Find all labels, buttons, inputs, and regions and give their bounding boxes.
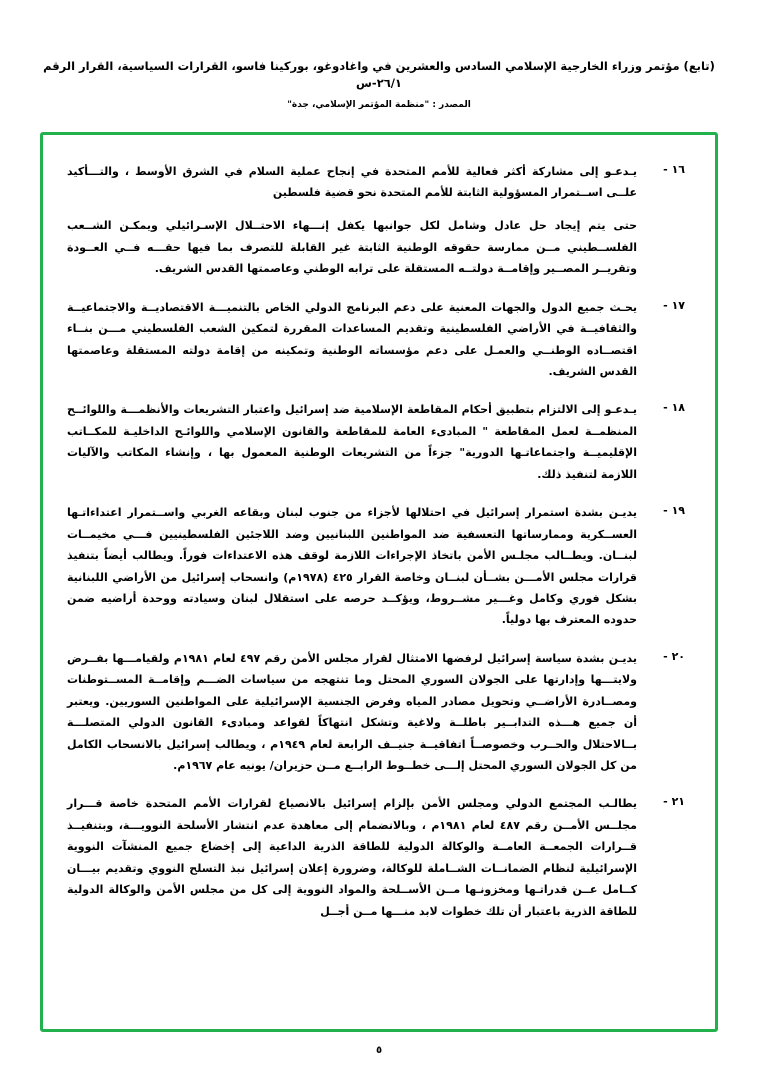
clause-paragraph: حتى يتم إيجاد حل عادل وشامل لكل جوانبها يكفل إنـــهاء الاحتــلال الإسـرائيلي ويمكـن الشــعب الفلســطيني مــن ممارسة حقوقه الوطنية الثابتة غير القابلة للتصرف بما فيها حقـــه فــي العــودة وتقريــر المصــير وإقامــة دولتــه المستقلة على ترابه الوطني وعاصمتها القدس الشريف.: [67, 219, 637, 276]
clause-item: [67, 399, 685, 485]
clause-paragraph: يديـن بشدة استمرار إسرائيل في احتلالها لأجزاء من جنوب لبنان وبقاعه الغربي واســتمرار اعتداءاتـها العســكرية وممارساتها التعسفية ضد المواطنين اللبنانيين وضد اللاجئين الفلسطينيين فـــي مخيمــات لبنــان. ويطــالب مجلـس الأمن باتخاذ الإجراءات اللازمة لوقف هذه الاعتداءات فوراً. ويطالب أيضاً بتنفيذ قرارات مجلس الأمـــن بشــأن لبنــان وخاصة القرار ٤٢٥ (١٩٧٨م) وانسحاب إسرائيل من الأراضي اللبنانية بشكل فوري وكامل وغـــير مشــروط، ويؤكــد حرصه على استقلال لبنان وسيادته ووحدة أراضيه ضمن حدوده المعترف بها دولياً.: [67, 506, 638, 627]
clause-number: ١٦ -: [663, 162, 685, 176]
clause-item: [67, 161, 685, 280]
clause-paragraph: يحـث جميع الدول والجهات المعنية على دعم البرنامج الدولي الخاص بالتنميـــة الاقتصاديــة والاجتماعيــة والثقافيــة في الأراضي الفلسطينية وتقديم المساعدات المقررة لتمكين الشعب الفلسطيني مـــن بنــاء اقتصــاده الوطنــي والعمـل على دعم مؤسساته الوطنية وتمكينه من إقامة دولته المستقلة وعاصمتها القدس الشريف.: [67, 300, 637, 378]
clause-paragraph: يديـن بشدة سياسة إسرائيل لرفضها الامتثال لقرار مجلس الأمن رقم ٤٩٧ لعام ١٩٨١م ولقيامـــها بفــرض ولايتـــها وإدارتها على الجولان السوري المحتل وما تنتهجه من سياسات الضـــم وإقامــة المســتوطنات ومصــادرة الأراضــي وتحويل مصادر المياه وفرض الجنسية الإسرائيلية على المواطنين السوريين. ويعتبر أن جميع هـــذه التدابــير باطلــة ولاغية وتشكل انتهاكاً لقواعد ومبادىء القانون الدولي المتصلـــة بــالاحتلال والحــرب وخصوصــاً اتفاقيــة جنيــف الرابعة لعام ١٩٤٩م ، ويطالب إسرائيل بالانسحاب الكامل من كل الجولان السوري المحتل إلـــى خطــوط الرابــع مــن حزيران/ يونيه عام ١٩٦٧م.: [67, 651, 637, 772]
clause-paragraph: يـدعـو إلى الالتزام بتطبيق أحكام المقاطعة الإسلامية ضد إسرائيل واعتبار التشريعات والأنظمـــة واللوائــح المنظمــة لعمل المقاطعة " المبادىء العامة للمقاطعة والقانون الإسلامي واللوائـح الداخليـة للمكــاتب الإقليميــة واجتماعاتـها الدورية" جزءاً من التشريعات الوطنية المعمول بها ، وإنشاء المكاتب والآليات اللازمة لتنفيذ ذلك.: [67, 403, 637, 481]
clause-number: ٢٠ -: [663, 649, 685, 663]
clause-body: [67, 297, 637, 383]
clause-paragraph: يـدعـو إلى مشاركة أكثر فعالية للأمم المتحدة في إنجاح عملية السلام في الشرق الأوسط ، والتـــأكيد علــى اســتمرار المسؤولية الثابتة للأمم المتحدة نحو قضية فلسطين: [67, 164, 637, 199]
clause-body: [67, 399, 637, 485]
clause-body: [67, 161, 637, 280]
clause-item: [67, 648, 685, 777]
clause-number: ٢١ -: [663, 795, 685, 809]
page-number: ٥: [375, 1045, 383, 1056]
clause-paragraph: يطالـب المجتمع الدولي ومجلس الأمن بإلزام إسرائيل بالانصياع لقرارات الأمم المتحدة خاصة قـــرار مجلــس الأمــن رقم ٤٨٧ لعام ١٩٨١م ، وبالانضمام إلى معاهدة عدم انتشار الأسلحة النوويـــة، وبتنفيــذ قــرارات الجمعــة العامــة والوكالة الدولية للطاقة الذرية الداعية إلى إخضاع جميع المنشآت النووية الإسرائيلية لنظام الضمانــات الشــاملة للوكالة، وضرورة إعلان إسرائيل نبذ التسلح النووي وتقديم بيـــان كــامل عــن قدراتـها ومخزونـها مــن الأســلحة والمواد النووية إلى كل من مجلس الأمن والوكالة الدولية للطاقة الذرية باعتبار أن تلك خطوات لابد منـــها مــن أجــل: [67, 797, 637, 918]
clause-body: [67, 648, 637, 777]
clause-body: [67, 793, 637, 922]
clause-number: ١٧ -: [663, 298, 685, 312]
clause-item: [67, 793, 685, 922]
clause-number: ١٨ -: [663, 401, 685, 415]
clause-number: ١٩ -: [663, 504, 685, 518]
header-source: المصدر : "منظمة المؤتمر الإسلامي، جدة": [287, 99, 471, 110]
clause-item: [67, 297, 685, 383]
clause-item: [67, 502, 685, 631]
page-header: [40, 58, 718, 110]
page-footer: [0, 1045, 758, 1056]
content-frame: [40, 132, 718, 1032]
header-title: (تابع) مؤتمر وزراء الخارجية الإسلامي السادس والعشرين في واغادوغو، بوركينا فاسو، القرارات السياسية، القرار الرقم ٢٦/١-س: [43, 59, 715, 91]
clause-body: [67, 502, 637, 631]
